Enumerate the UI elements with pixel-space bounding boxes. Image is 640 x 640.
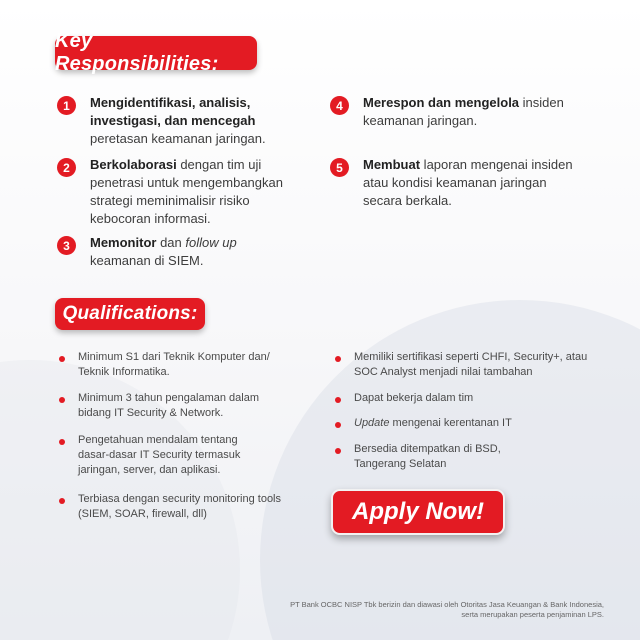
number-badge: 3 [57,236,76,255]
responsibility-rest: insiden keamanan jaringan. [363,95,564,128]
responsibility-rest: peretasan keamanan jaringan. [90,131,266,146]
responsibility-item [57,156,327,228]
number-badge: 2 [57,158,76,177]
bullet-dot [335,422,341,428]
responsibility-bold: Mengidentifikasi, analisis, investigasi, dan mencegah [90,95,256,128]
footer-line: serta merupakan peserta penjaminan LPS. [461,610,604,619]
responsibility-rest: laporan mengenai insiden atau kondisi keamanan jaringan secara berkala. [363,157,573,208]
responsibility-text [90,156,310,228]
bullet-dot [335,448,341,454]
responsibility-text [363,156,578,210]
responsibility-rest: keamanan di SIEM. [90,253,204,268]
qualification-text: Minimum 3 tahun pengalaman dalam bidang IT Security & Network. [78,392,259,419]
responsibility-mid: dan [156,235,186,250]
bullet-dot [335,356,341,362]
qualification-rest: mengenai kerentanan IT [389,417,512,429]
number-badge: 1 [57,96,76,115]
number-badge: 5 [330,158,349,177]
responsibility-item [57,234,297,270]
bullet-dot [59,439,65,445]
qualification-text: Terbiasa dengan security monitoring tools (SIEM, SOAR, firewall, dll) [78,493,282,520]
responsibility-item [330,94,590,130]
responsibility-rest: dengan tim uji penetrasi untuk mengembangkan strategi meminimalisir risiko kebocoran informasi. [90,157,283,226]
responsibility-text [90,94,297,148]
responsibility-item [57,94,297,148]
key-responsibilities-banner [55,30,257,75]
bullet-dot [59,397,65,403]
qualification-italic: Update [354,417,390,429]
apply-now-button[interactable]: Apply Now! [331,489,505,535]
responsibility-bold: Merespon dan mengelola [363,95,520,110]
qualification-item [335,391,615,406]
responsibility-bold: Berkolaborasi [90,157,177,172]
bullet-dot [335,397,341,403]
qualification-text: Pengetahuan mendalam tentang dasar-dasar IT Security termasuk jaringan, server, dan aplikasi. [78,434,241,476]
bullet-dot [59,498,65,504]
qualification-item [335,442,615,472]
qualification-item [59,492,309,522]
responsibility-bold: Membuat [363,157,421,172]
responsibility-text [363,94,588,130]
qualification-text: Minimum S1 dari Teknik Komputer dan/ Teknik Informatika. [78,351,270,378]
qualification-item [59,433,309,478]
number-badge: 4 [330,96,349,115]
responsibility-item [330,156,590,210]
qualification-text: Dapat bekerja dalam tim [354,392,474,404]
responsibility-bold: Memonitor [90,235,157,250]
footer-line: PT Bank OCBC NISP Tbk berizin dan diawasi oleh Otoritas Jasa Keuangan & Bank Indonesia, [290,600,604,609]
bullet-dot [59,356,65,362]
qualification-item [59,350,309,380]
key-responsibilities-title: Key Responsibilities: [55,30,219,75]
qualification-item [59,391,309,421]
footer-disclaimer [244,600,604,620]
qualification-text: Memiliki sertifikasi seperti CHFI, Security+, atau SOC Analyst menjadi nilai tambahan [354,351,588,378]
qualifications-title: Qualifications: [62,303,198,324]
qualification-item [335,416,615,431]
qualifications-banner [55,298,205,330]
qualification-item [335,350,615,380]
responsibility-italic: follow up [185,235,237,250]
qualification-text: Bersedia ditempatkan di BSD, Tangerang Selatan [354,443,501,470]
qualification-text [354,416,604,431]
responsibility-text [90,234,270,270]
